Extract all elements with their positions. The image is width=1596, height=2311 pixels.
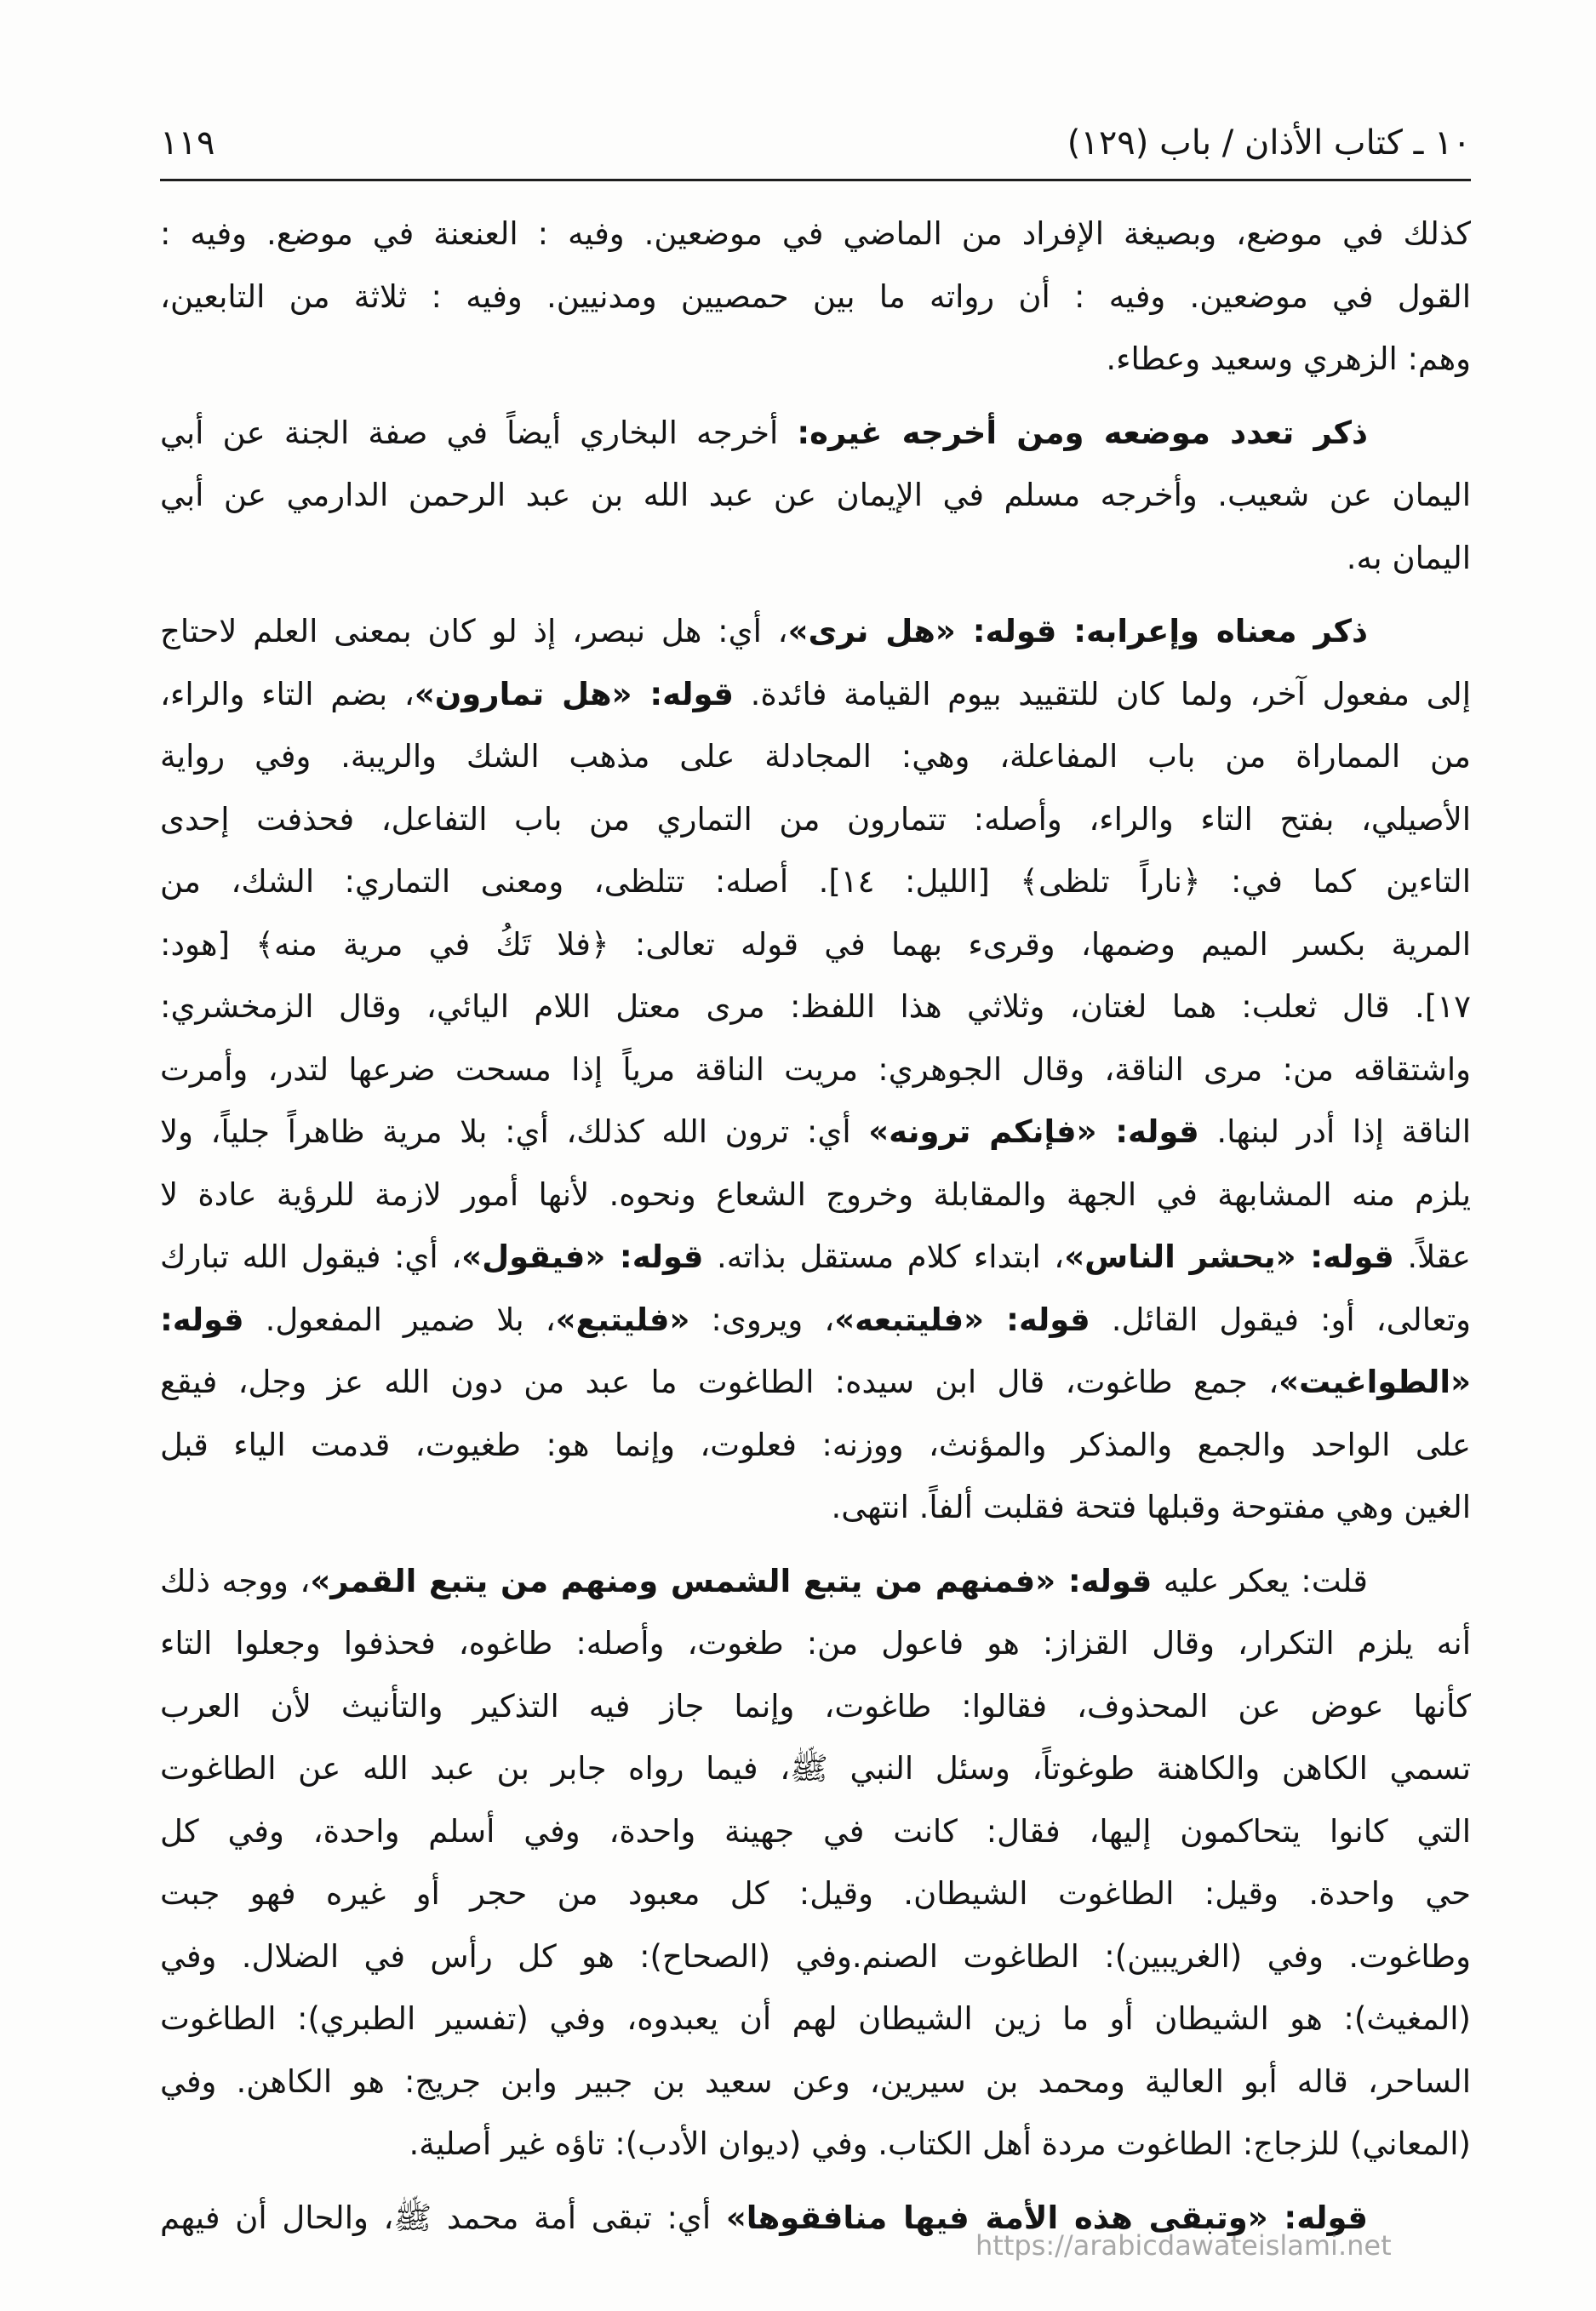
- text-line: [160, 1862, 1471, 1925]
- text-run: ، ووجه ذلك: [160, 1562, 311, 1599]
- text-line: [160, 600, 1471, 663]
- text-run: إلى مفعول آخر، ولما كان للتقييد بيوم القيامة فائدة.: [733, 675, 1471, 712]
- text-run: ، ويروى:: [689, 1301, 835, 1338]
- bold-run: قوله: «يحشر الناس»: [1064, 1238, 1394, 1275]
- bold-run: قوله: «هل تمارون»: [414, 675, 734, 712]
- paragraph: [160, 1550, 1471, 2176]
- text-line: [160, 1476, 1471, 1539]
- paragraph: [160, 203, 1471, 391]
- text-line: [160, 1351, 1471, 1414]
- text-run: القول في موضعين. وفيه : أن رواته ما بين حمصيين ومدنيين. وفيه : ثلاثة من التابعين،: [160, 277, 1471, 315]
- text-line: [160, 402, 1471, 465]
- text-run: وتعالى، أو: فيقول القائل.: [1090, 1301, 1471, 1338]
- text-run: (المعاني) للزجاج: الطاغوت مردة أهل الكتاب. وفي (ديوان الأدب): تاؤه غير أصلية.: [409, 2125, 1471, 2162]
- text-line: [160, 1164, 1471, 1227]
- text-run: ، أي: هل نبصر، إذ لو كان بمعنى العلم لاحتاج: [160, 613, 788, 649]
- text-run: الغين وهي مفتوحة وقبلها فتحة فقلبت ألفاً. انتهى.: [831, 1489, 1471, 1525]
- text-run: قلت: يعكر عليه: [1152, 1562, 1368, 1599]
- text-run: كأنها عوض عن المحذوف، فقالوا: طاغوت، وإنما جاز فيه التذكير والتأنيث لأن العرب: [160, 1687, 1471, 1725]
- bold-run: قوله:: [160, 1301, 244, 1338]
- text-run: الأصيلي، بفتح التاء والراء، وأصله: تتمارون من التماري من باب التفاعل، فحذفت إحدى: [160, 800, 1471, 838]
- text-line: [160, 1612, 1471, 1675]
- text-run: من المماراة من باب المفاعلة، وهي: المجادلة على مذهب الشك والريبة. وفي رواية: [160, 738, 1471, 775]
- bold-run: قوله: «فإنكم ترونه»: [868, 1113, 1199, 1150]
- text-run: ١٧]. قال ثعلب: هما لغتان، وثلاثي هذا اللفظ: مرى معتل اللام اليائي، وقال الزمخشري:: [160, 988, 1471, 1025]
- text-line: [160, 913, 1471, 976]
- text-run: أنه يلزم التكرار، وقال القزاز: هو فاعول من: طغوت، وأصله: طاغوه، فحذفوا وجعلوا التاء: [160, 1625, 1471, 1662]
- text-run: وطاغوت. وفي (الغريبين): الطاغوت الصنم.وفي (الصحاح): هو كل رأس في الضلال. وفي: [160, 1937, 1471, 1975]
- bold-run: ذكر معناه وإعرابه: قوله: «هل نرى»: [787, 613, 1368, 649]
- page-number: ١١٩: [160, 123, 215, 163]
- text-run: تسمي الكاهن والكاهنة طوغوتاً، وسئل النبي ﷺ، فيما رواه جابر بن عبد الله عن الطاغوت: [160, 1750, 1471, 1787]
- text-run: ، جمع طاغوت، قال ابن سيده: الطاغوت ما عبد من دون الله عز وجل، فيقع: [160, 1364, 1279, 1400]
- text-run: التاءين كما في: ﴿ناراً تلظى﴾ [الليل: ١٤]. أصله: تتلظى، ومعنى التماري: الشك، من: [160, 863, 1471, 900]
- running-title: ١٠ ـ كتاب الأذان / باب (١٢٩): [1067, 123, 1471, 163]
- text-run: ، أي: فيقول الله تبارك: [160, 1238, 462, 1275]
- text-run: التي كانوا يتحاكمون إليها، فقال: كانت في جهينة واحدة، وفي أسلم واحدة، وفي كل: [160, 1812, 1471, 1850]
- text-line: [160, 725, 1471, 788]
- bold-run: «فليتبع»: [555, 1301, 690, 1338]
- text-run: واشتقاقه من: مرى الناقة، وقال الجوهري: مريت الناقة مرياً إذا مسحت ضرعها لتدر، وأمرت: [160, 1050, 1471, 1088]
- bold-run: ذكر تعدد موضعه ومن أخرجه غيره:: [797, 414, 1368, 451]
- text-line: [160, 975, 1471, 1038]
- text-line: [160, 266, 1471, 329]
- text-line: [160, 1038, 1471, 1101]
- text-run: أخرجه البخاري أيضاً في صفة الجنة عن أبي: [160, 414, 798, 451]
- text-run: حي واحدة. وقيل: الطاغوت الشيطان. وقيل: كل معبود من حجر أو غيره فهو جبت: [160, 1875, 1471, 1912]
- text-line: [160, 1550, 1471, 1613]
- paragraph: [160, 402, 1471, 590]
- text-line: [160, 788, 1471, 851]
- text-run: يلزم منه المشابهة في الجهة والمقابلة وخروج الشعاع ونحوه. لأنها أمور لازمة للرؤية عادة لا: [160, 1176, 1471, 1213]
- text-line: [160, 464, 1471, 527]
- text-run: على الواحد والجمع والمذكر والمؤنث، ووزنه: فعلوت، وإنما هو: طغيوت، قدمت الياء قبل: [160, 1426, 1471, 1463]
- bold-run: قوله: «فيقول»: [461, 1238, 704, 1275]
- text-run: ، بضم التاء والراء،: [160, 675, 415, 712]
- text-run: اليمان عن شعيب. وأخرجه مسلم في الإيمان عن عبد الله بن عبد الرحمن الدارمي عن أبي: [160, 477, 1471, 513]
- text-run: وهم: الزهري وسعيد وعطاء.: [1106, 340, 1471, 377]
- text-line: [160, 663, 1471, 726]
- text-line: [160, 1737, 1471, 1800]
- header-rule: [160, 179, 1471, 181]
- text-line: [160, 1226, 1471, 1289]
- text-line: [160, 1414, 1471, 1477]
- text-run: المرية بكسر الميم وضمها، وقرىء بهما في قوله تعالى: ﴿فلا تَكُ في مرية منه﴾ [هود:: [160, 925, 1471, 963]
- text-run: اليمان به.: [1346, 539, 1471, 576]
- text-run: كذلك في موضع، وبصيغة الإفراد من الماضي في موضعين. وفيه : العنعنة في موضع. وفيه :: [160, 215, 1471, 252]
- text-run: عقلاً.: [1393, 1238, 1471, 1275]
- text-line: [160, 203, 1471, 266]
- bold-run: قوله: «وتبقى هذه الأمة فيها منافقوها»: [725, 2199, 1368, 2236]
- bold-run: «الطواغيت»: [1279, 1364, 1471, 1400]
- text-line: [160, 1800, 1471, 1863]
- text-line: [160, 527, 1471, 590]
- text-run: أي: ترون الله كذلك، أي: بلا مرية ظاهراً جلياً، ولا: [160, 1113, 869, 1150]
- page-body: [160, 203, 1471, 2249]
- text-line: [160, 1101, 1471, 1164]
- text-line: [160, 1675, 1471, 1738]
- text-line: [160, 2113, 1471, 2176]
- text-run: الساحر، قاله أبو العالية ومحمد بن سيرين، وعن سعيد بن جبير وابن جريج: هو الكاهن. وفي: [160, 2062, 1471, 2100]
- text-line: [160, 1925, 1471, 1988]
- text-run: (المغيث): هو الشيطان أو ما زين الشيطان لهم أن يعبدوه، وفي (تفسير الطبري): الطاغوت: [160, 2000, 1471, 2037]
- text-line: [160, 2051, 1471, 2114]
- bold-run: قوله: «فمنهم من يتبع الشمس ومنهم من يتبع القمر»: [310, 1562, 1153, 1599]
- bold-run: قوله: «فليتبعه»: [834, 1301, 1090, 1338]
- text-line: [160, 1289, 1471, 1352]
- text-run: ، ابتداء كلام مستقل بذاته.: [703, 1238, 1065, 1275]
- text-run: الناقة إذا أدر لبنها.: [1198, 1113, 1472, 1150]
- watermark-url: https://arabicdawateislami.net: [975, 2229, 1392, 2262]
- paragraph: [160, 600, 1471, 1539]
- text-line: [160, 1988, 1471, 2051]
- text-line: [160, 328, 1471, 391]
- text-run: أي: تبقى أمة محمد ﷺ، والحال أن فيهم: [160, 2199, 726, 2236]
- text-line: [160, 850, 1471, 913]
- text-run: ، بلا ضمير المفعول.: [243, 1301, 556, 1338]
